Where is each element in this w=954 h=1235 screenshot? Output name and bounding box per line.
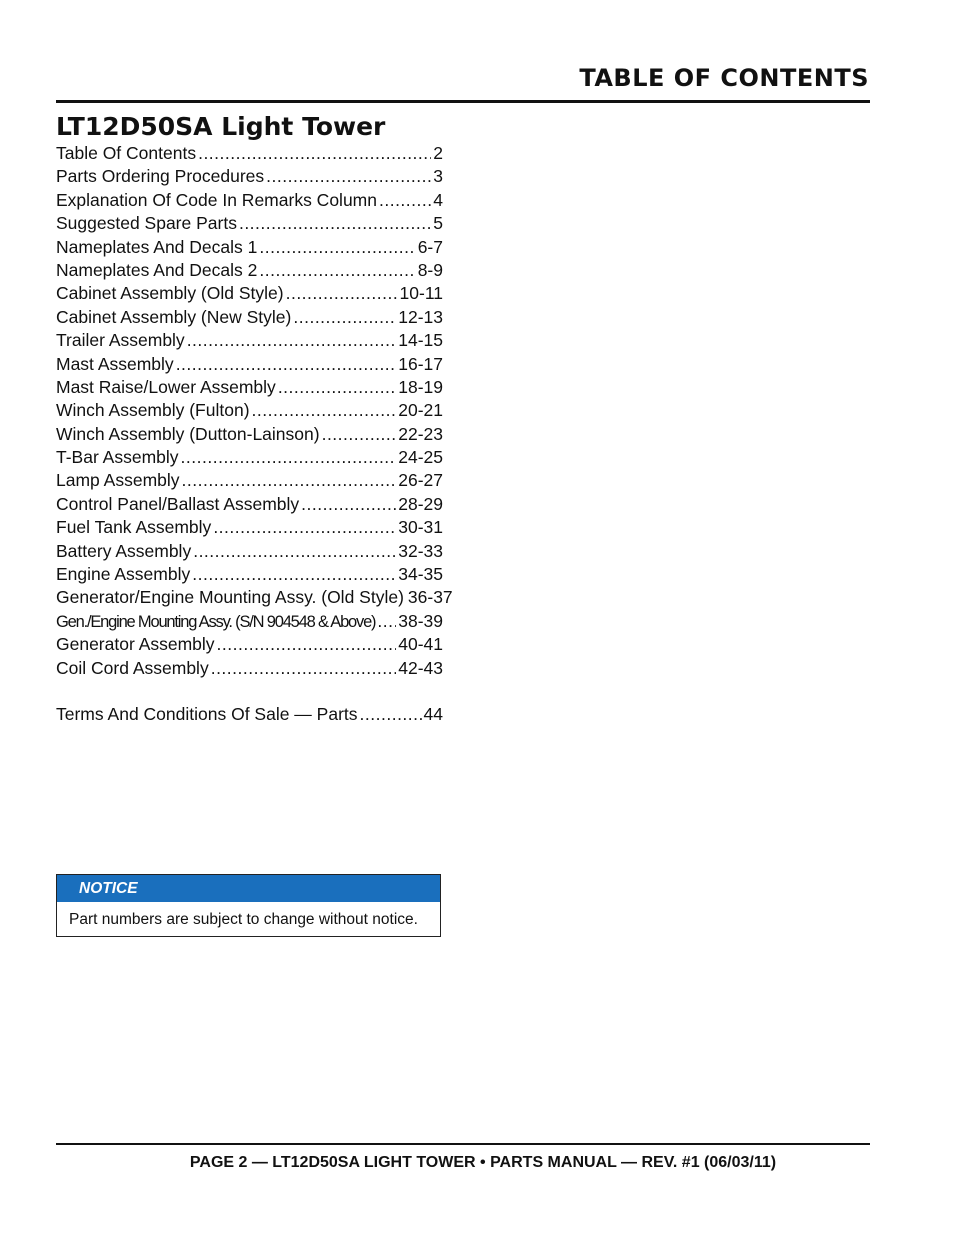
toc-entry-page: 36-37 — [407, 587, 453, 608]
toc-entry-page: 24-25 — [398, 447, 443, 468]
leader-dots — [286, 282, 398, 305]
toc-entry-page: 40-41 — [398, 634, 443, 655]
toc-entry-label: Winch Assembly (Dutton-Lainson) — [56, 423, 320, 444]
toc-entry-page: 2 — [433, 143, 443, 163]
toc-entry-label: Trailer Assembly — [56, 330, 185, 351]
leader-dots — [213, 516, 396, 539]
toc-entry-label: Generator/Engine Mounting Assy. (Old Style) — [56, 587, 404, 608]
toc-entry-label: Engine Assembly — [56, 564, 191, 585]
toc-entry-label: Nameplates And Decals 2 — [56, 259, 258, 280]
document-title: LT12D50SA Light Tower — [56, 112, 386, 141]
leader-dots — [301, 493, 396, 516]
toc-entry-label: Fuel Tank Assembly — [56, 517, 212, 538]
toc-entry[interactable] — [56, 586, 453, 609]
toc-entry-label: Nameplates And Decals 1 — [56, 236, 258, 257]
toc-entry-page: 34-35 — [398, 564, 443, 585]
toc-spacer — [56, 680, 443, 703]
toc-entry[interactable] — [56, 516, 443, 539]
toc-entry-page: 30-31 — [398, 517, 443, 538]
toc-entry-page: 6-7 — [417, 236, 443, 257]
leader-dots — [217, 633, 397, 656]
toc-entry[interactable] — [56, 657, 443, 680]
leader-dots — [379, 189, 431, 212]
toc-entry[interactable] — [56, 329, 443, 352]
toc-entry-label: Coil Cord Assembly — [56, 657, 209, 678]
toc-entry-page: 14-15 — [398, 330, 443, 351]
toc-entry-page: 28-29 — [398, 493, 443, 514]
toc-entry[interactable] — [56, 353, 443, 376]
leader-dots — [252, 399, 397, 422]
toc-entry-page: 10-11 — [399, 283, 443, 304]
toc-entry[interactable] — [56, 423, 443, 446]
toc-entry[interactable] — [56, 399, 443, 422]
toc-entry[interactable] — [56, 212, 443, 235]
toc-entry-label: Mast Raise/Lower Assembly — [56, 376, 276, 397]
toc-entry-label: Gen./Engine Mounting Assy. (S/N 904548 & Above) — [56, 612, 376, 631]
leader-dots — [322, 423, 397, 446]
toc-entry-label: Cabinet Assembly (New Style) — [56, 306, 292, 327]
toc-entry[interactable] — [56, 165, 443, 188]
toc-entry-page: 26-27 — [398, 470, 443, 491]
leader-dots — [259, 259, 415, 282]
toc-entry-terms[interactable] — [56, 703, 443, 726]
leader-dots — [360, 703, 422, 726]
toc-entry-label: Control Panel/Ballast Assembly — [56, 493, 300, 514]
toc-entry[interactable] — [56, 282, 443, 305]
toc-entry-page: 42-43 — [398, 657, 443, 678]
page-footer: PAGE 2 — LT12D50SA LIGHT TOWER • PARTS MANUAL — REV. #1 (06/03/11) — [189, 1154, 777, 1171]
leader-dots — [182, 469, 397, 492]
leader-dots — [187, 329, 397, 352]
toc-entry-page: 8-9 — [417, 259, 443, 280]
toc-entry[interactable] — [56, 189, 443, 212]
toc-entry[interactable] — [56, 259, 443, 282]
toc-entry[interactable] — [56, 446, 443, 469]
notice-heading: NOTICE — [57, 875, 440, 902]
toc-entry-page: 16-17 — [398, 353, 443, 374]
leader-dots — [211, 657, 397, 680]
toc-entry[interactable] — [56, 610, 443, 633]
leader-dots — [239, 212, 431, 235]
toc-entry[interactable] — [56, 633, 443, 656]
toc-entry[interactable] — [56, 236, 443, 259]
toc-entry-label: Mast Assembly — [56, 353, 174, 374]
toc-entry-page: 5 — [433, 213, 443, 234]
toc-entry[interactable] — [56, 469, 443, 492]
toc-entry-label: Winch Assembly (Fulton) — [56, 400, 250, 421]
toc-entry-page: 38-39 — [398, 610, 443, 631]
toc-entry-label: Terms And Conditions Of Sale — Parts — [56, 704, 358, 725]
toc-entry[interactable] — [56, 540, 443, 563]
toc-entry-page: 18-19 — [398, 376, 443, 397]
toc-entry-page: 20-21 — [398, 400, 443, 421]
section-title: TABLE OF CONTENTS — [579, 64, 869, 92]
leader-dots — [377, 610, 396, 633]
leader-dots — [198, 142, 431, 165]
leader-dots — [293, 306, 396, 329]
toc-entry[interactable] — [56, 563, 443, 586]
toc-entry[interactable] — [56, 142, 443, 165]
toc-entry-page: 22-23 — [398, 423, 443, 444]
leader-dots — [193, 540, 396, 563]
toc-entry-label: Lamp Assembly — [56, 470, 180, 491]
leader-dots — [181, 446, 397, 469]
toc-entry-page: 4 — [433, 189, 443, 210]
header-divider — [56, 100, 870, 103]
toc-entry-label: T-Bar Assembly — [56, 447, 179, 468]
toc-entry-label: Parts Ordering Procedures — [56, 166, 265, 187]
notice-box — [56, 874, 441, 937]
toc-entry-page: 3 — [433, 166, 443, 187]
toc-entry[interactable] — [56, 493, 443, 516]
leader-dots — [259, 236, 415, 259]
table-of-contents — [56, 142, 453, 727]
toc-entry[interactable] — [56, 306, 443, 329]
toc-entry-label: Table Of Contents — [56, 143, 197, 163]
leader-dots — [176, 353, 397, 376]
footer-divider — [56, 1143, 870, 1145]
toc-entry-page: 12-13 — [398, 306, 443, 327]
toc-entry[interactable] — [56, 376, 443, 399]
notice-text: Part numbers are subject to change without notice. — [69, 911, 418, 928]
toc-entry-label: Suggested Spare Parts — [56, 213, 237, 234]
toc-entry-page: 32-33 — [398, 540, 443, 561]
leader-dots — [192, 563, 396, 586]
toc-entry-page: 44 — [423, 704, 443, 725]
toc-entry-label: Cabinet Assembly (Old Style) — [56, 283, 284, 304]
leader-dots — [278, 376, 396, 399]
leader-dots — [266, 165, 431, 188]
toc-entry-label: Explanation Of Code In Remarks Column — [56, 189, 377, 210]
toc-entry-label: Generator Assembly — [56, 634, 215, 655]
toc-entry-label: Battery Assembly — [56, 540, 192, 561]
